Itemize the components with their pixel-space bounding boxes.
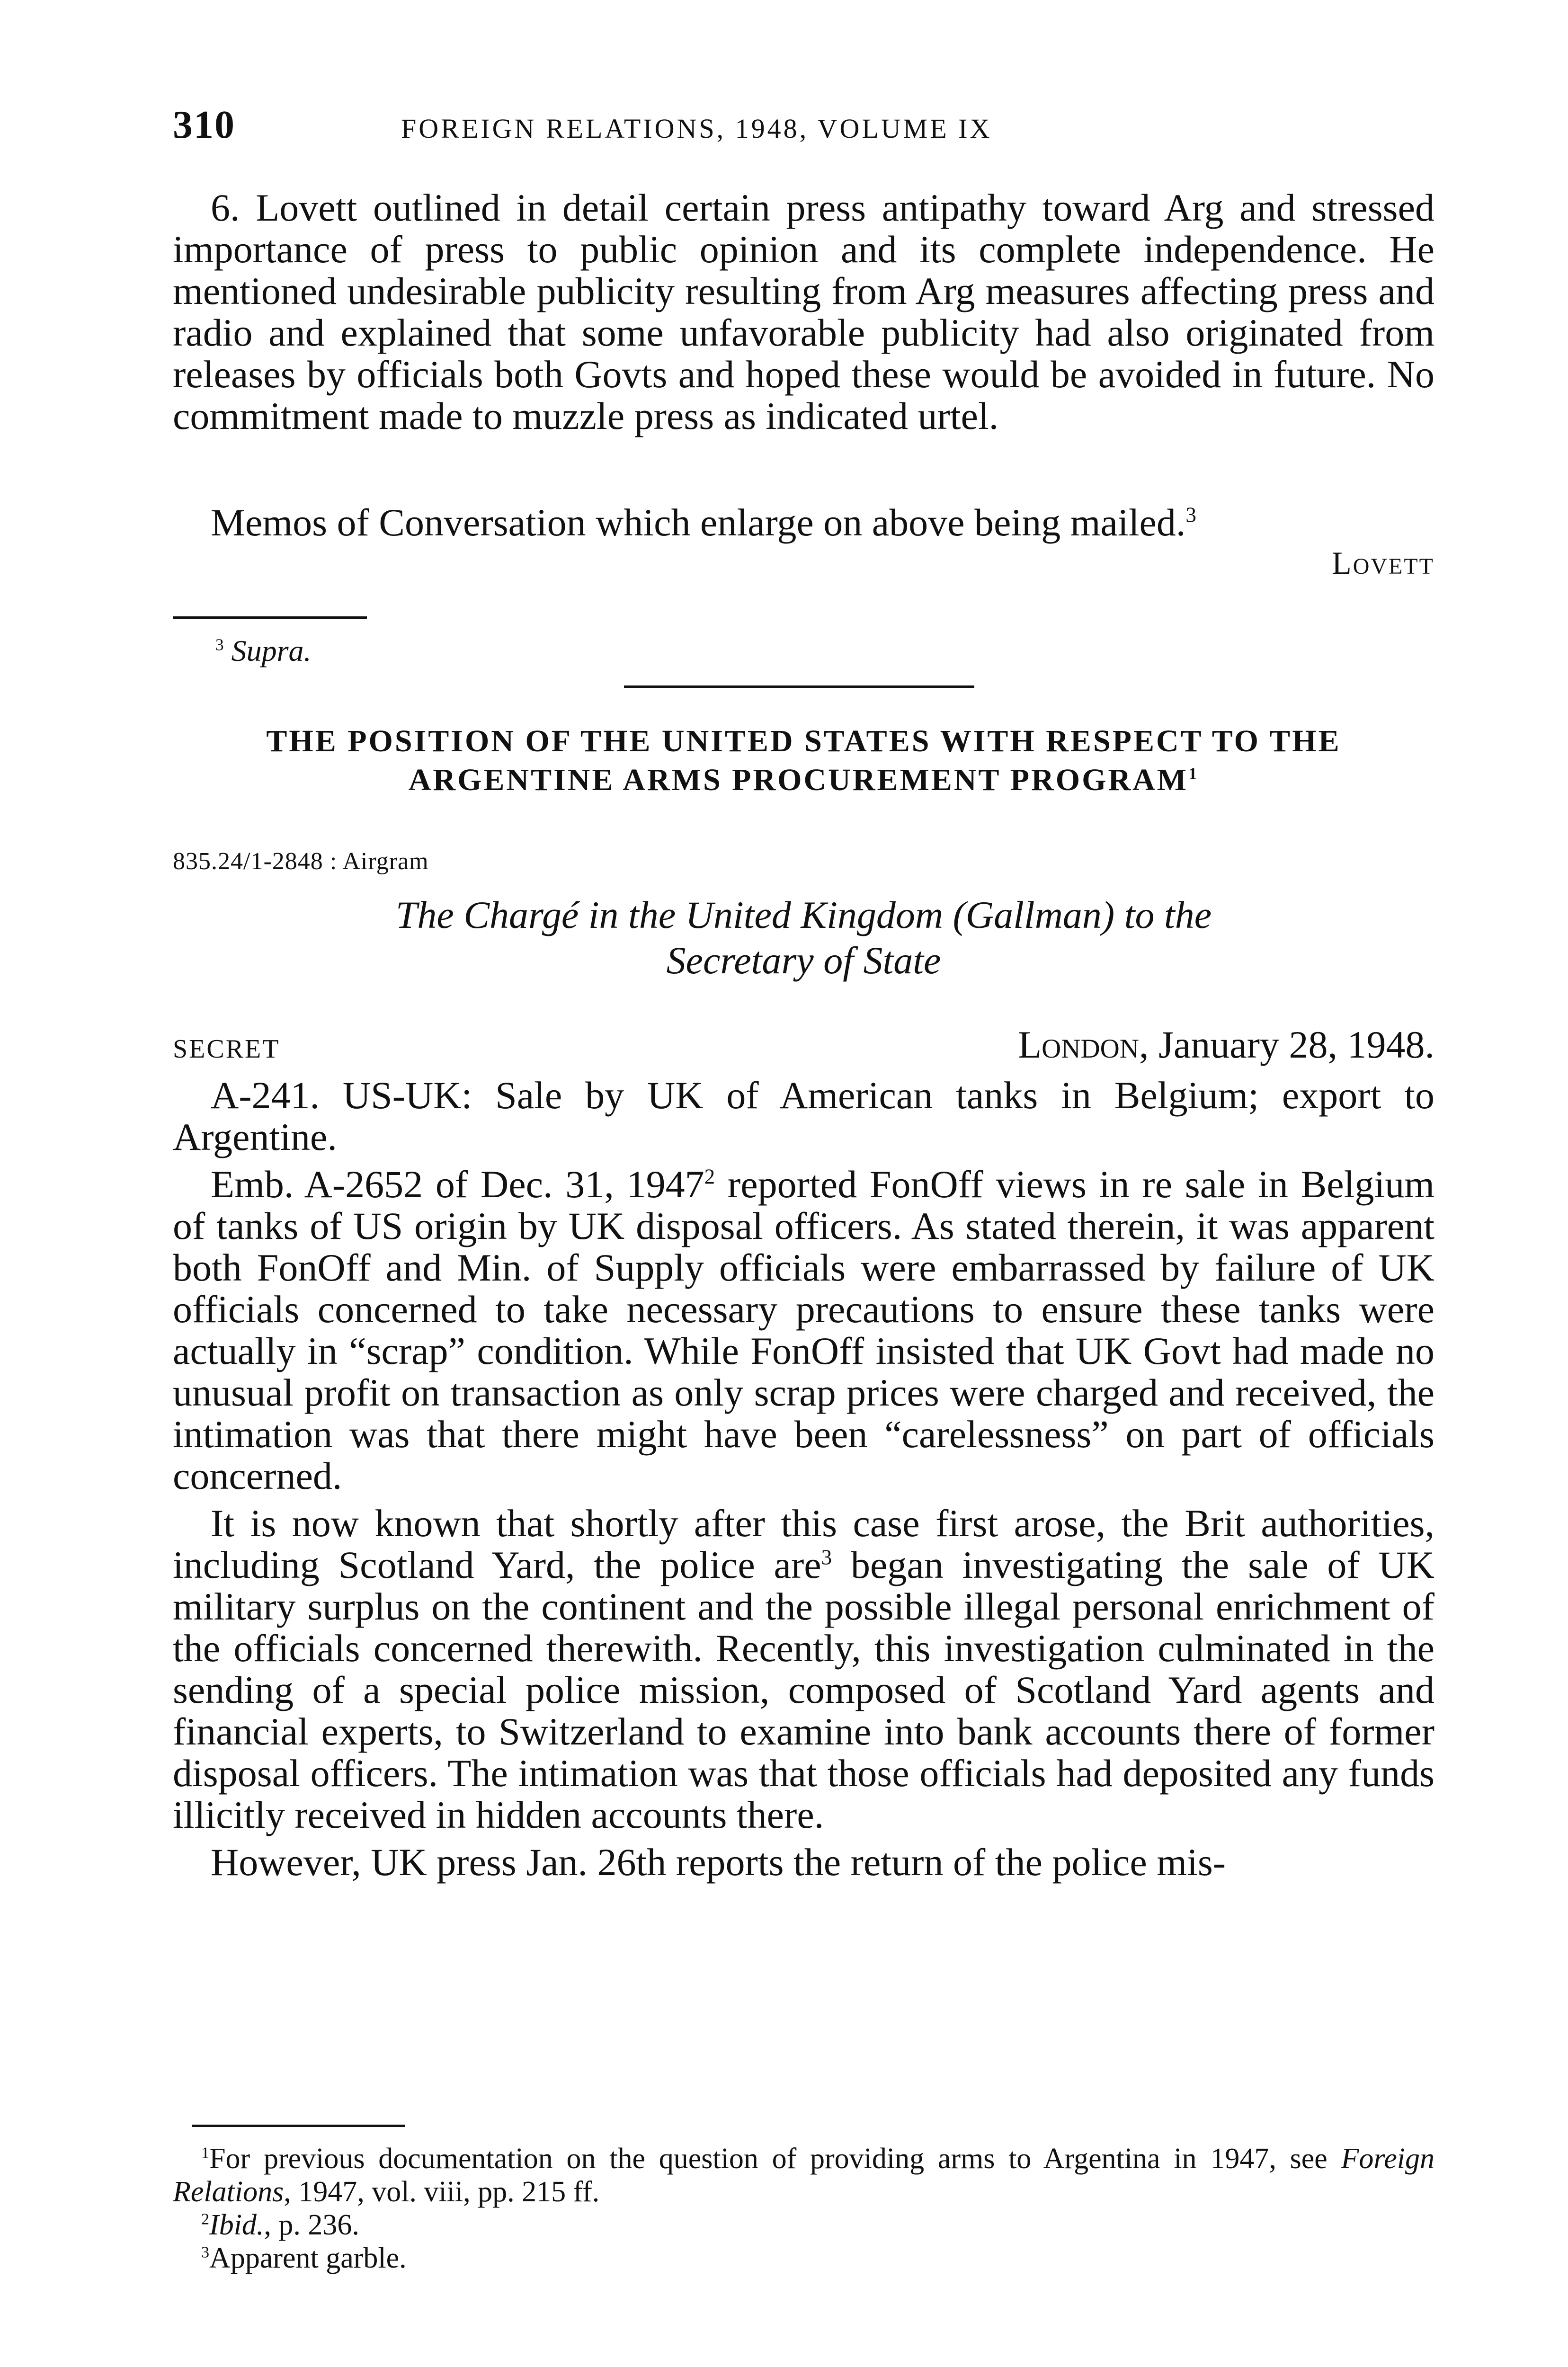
document-heading-line-2: Secretary of State: [666, 939, 941, 982]
footnote-ref: 3: [1185, 503, 1196, 527]
section-title-line-1: THE POSITION OF THE UNITED STATES WITH RESPECT TO THE: [266, 724, 1341, 758]
paragraph-text: began investigating the sale of UK military surplus on the continent and the possible illegal personal enrichment of the officials concerned therewith. Recently, this investigation culminated in the sending of a special police mission, composed of Scotland Yard agents and financial experts, to Switzerland to examine into bank accounts there of former disposal officers. The intimation was that those officials had deposited any funds illicitly received in hidden accounts there.: [173, 1543, 1434, 1836]
classification: SECRET: [173, 1034, 280, 1064]
section-title-line-2-text: ARGENTINE ARMS PROCUREMENT PROGRAM: [408, 763, 1189, 797]
footnote-ref: 1: [1188, 764, 1199, 783]
footnote-text: , 1947, vol. viii, pp. 215 ff.: [284, 2176, 600, 2208]
section-title-line-2: [173, 761, 1434, 800]
footnote-mark: 3: [201, 2243, 210, 2261]
paragraph-text: It is now known that shortly after this case first arose, the Brit authorities, including Scotland Yard, the police are: [173, 1502, 1434, 1586]
place-date: [1018, 1023, 1434, 1067]
page-number: 310: [173, 103, 235, 147]
page-header: [173, 102, 1434, 159]
paragraph-text: Emb. A-2652 of Dec. 31, 1947: [211, 1163, 704, 1206]
memos-text: Memos of Conversation which enlarge on above being mailed.: [211, 501, 1186, 544]
footnote-rule: [173, 616, 367, 619]
dateline: [173, 1023, 1434, 1067]
place: London: [1018, 1023, 1139, 1066]
footnote-text: Apparent garble.: [209, 2242, 407, 2274]
footnote-mark: 2: [201, 2210, 210, 2228]
body-paragraph-3: [173, 1503, 1434, 1836]
footnote-rule: [192, 2125, 405, 2127]
footnote-3: [173, 2242, 1434, 2275]
date: , January 28, 1948.: [1139, 1023, 1434, 1066]
footnote-ref: 3: [821, 1545, 832, 1569]
body-paragraph-1: A-241. US-UK: Sale by UK of American tanks in Belgium; export to Argentine.: [173, 1074, 1434, 1158]
running-head: FOREIGN RELATIONS, 1948, VOLUME IX: [401, 113, 992, 144]
footnote-text: Supra.: [231, 634, 312, 667]
footnote-1: [173, 2142, 1434, 2208]
section-divider: [624, 685, 974, 688]
footnotes: [173, 2142, 1434, 2275]
footnote-italic: Foreign Relations: [173, 2143, 1434, 2208]
footnote-ref: 2: [704, 1165, 715, 1189]
paragraph-text: reported FonOff views in re sale in Belgium of tanks of US origin by UK disposal officers. As stated therein, it was apparent both FonOff and Min. of Supply officials were embarrassed by failure of UK officials concerned to take necessary precautions to ensure these tanks were actually in “scrap” condition. While FonOff insisted that UK Govt had made no unusual profit on transaction as only scrap prices were charged and received, the intimation was that there might have been “carelessness” on part of officials concerned.: [173, 1163, 1435, 1497]
footnote-italic: Ibid.: [209, 2209, 264, 2241]
document-heading: [173, 892, 1434, 983]
section-title: [173, 722, 1434, 800]
file-number: 835.24/1-2848 : Airgram: [173, 848, 429, 875]
paragraph-6: 6. Lovett outlined in detail certain press antipathy toward Arg and stressed importance of press to public opinion and its complete independence. He mentioned undesirable publicity resulting from Arg measures affecting press and radio and explained that some unfavorable publicity had also originated from releases by officials both Govts and hoped these would be avoided in future. No commitment made to muzzle press as indicated urtel.: [173, 186, 1434, 437]
signature: Lovett: [1332, 545, 1434, 581]
supra-footnote: [215, 634, 689, 667]
document-heading-line-1: The Chargé in the United Kingdom (Gallman) to the: [395, 893, 1212, 936]
footnote-text: For previous documentation on the question of providing arms to Argentina in 1947, see: [209, 2143, 1341, 2175]
body-paragraph-2: [173, 1164, 1434, 1497]
footnote-2: [173, 2208, 1434, 2242]
footnote-mark: 1: [201, 2144, 210, 2162]
footnote-mark: 3: [215, 635, 224, 654]
memos-paragraph: [173, 502, 1434, 543]
body-paragraph-4: However, UK press Jan. 26th reports the return of the police mis-: [211, 1841, 1226, 1884]
footnote-text: , p. 236.: [264, 2209, 359, 2241]
document-body: [173, 1075, 1434, 1883]
